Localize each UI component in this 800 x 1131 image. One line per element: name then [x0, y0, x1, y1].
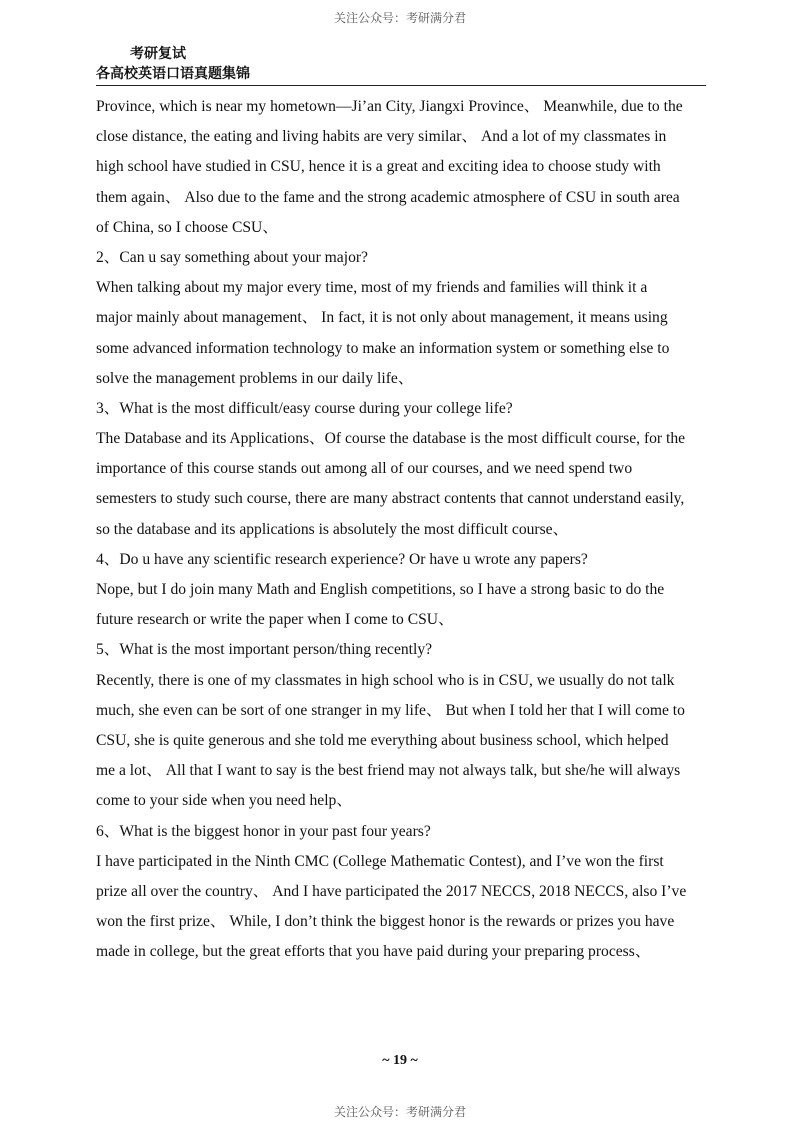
- text-line: semesters to study such course, there are many abstract contents that cannot understand easily,: [96, 490, 685, 508]
- header-title-line1: 考研复试: [130, 46, 186, 62]
- text-line: 3、What is the most difficult/easy course during your college life?: [96, 399, 513, 417]
- header-rule: [96, 85, 706, 86]
- text-line: prize all over the country、 And I have participated the 2017 NECCS, 2018 NECCS, also I’ve: [96, 882, 687, 900]
- text-line: When talking about my major every time, most of my friends and families will think it a: [96, 279, 648, 297]
- text-line: made in college, but the great efforts that you have paid during your preparing process、: [96, 943, 651, 961]
- text-line: solve the management problems in our daily life、: [96, 369, 414, 387]
- text-line: close distance, the eating and living habits are very similar、 And a lot of my classmates in: [96, 128, 667, 146]
- text-line: me a lot、 All that I want to say is the best friend may not always talk, but she/he will always: [96, 762, 681, 780]
- page-header: [96, 44, 250, 84]
- text-line: won the first prize、 While, I don’t think the biggest honor is the rewards or prizes you have: [96, 913, 675, 931]
- text-line: future research or write the paper when I come to CSU、: [96, 611, 454, 629]
- watermark-bottom: 关注公众号：考研满分君: [333, 1105, 466, 1119]
- text-line: Recently, there is one of my classmates in high school who is in CSU, we usually do not talk: [96, 671, 675, 689]
- text-line: CSU, she is quite generous and she told me everything about business school, which helped: [96, 731, 669, 749]
- text-line: Nope, but I do join many Math and English competitions, so I have a strong basic to do the: [96, 581, 665, 598]
- text-line: come to your side when you need help、: [96, 792, 352, 810]
- document-body: [96, 92, 708, 967]
- text-line: high school have studied in CSU, hence it is a great and exciting idea to choose study with: [96, 158, 661, 176]
- text-line: 6、What is the biggest honor in your past four years?: [96, 822, 431, 840]
- text-line: The Database and its Applications、Of course the database is the most difficult course, for the: [96, 430, 686, 448]
- text-line: so the database and its applications is absolutely the most difficult course、: [96, 520, 569, 538]
- watermark-top: 关注公众号：考研满分君: [333, 11, 466, 25]
- text-line: them again、 Also due to the fame and the strong academic atmosphere of CSU in south area: [96, 188, 680, 206]
- text-line: much, she even can be sort of one stranger in my life、 But when I told her that I will come to: [96, 701, 685, 719]
- text-line: I have participated in the Ninth CMC (College Mathematic Contest), and I’ve won the first: [96, 852, 664, 870]
- text-line: 2、Can u say something about your major?: [96, 248, 368, 266]
- text-line: importance of this course stands out among all of our courses, and we need spend two: [96, 460, 633, 478]
- page-number: ~ 19 ~: [382, 1053, 418, 1068]
- text-line: of China, so I choose CSU、: [96, 218, 278, 236]
- text-line: 4、Do u have any scientific research experience? Or have u wrote any papers?: [96, 550, 588, 568]
- text-line: Province, which is near my hometown—Ji’an City, Jiangxi Province、 Meanwhile, due to the: [96, 98, 683, 115]
- text-line: major mainly about management、 In fact, it is not only about management, it means using: [96, 309, 668, 327]
- header-title-line2: 各高校英语口语真题集锦: [96, 66, 250, 82]
- text-line: 5、What is the most important person/thing recently?: [96, 641, 433, 659]
- text-line: some advanced information technology to make an information system or something else to: [96, 339, 670, 357]
